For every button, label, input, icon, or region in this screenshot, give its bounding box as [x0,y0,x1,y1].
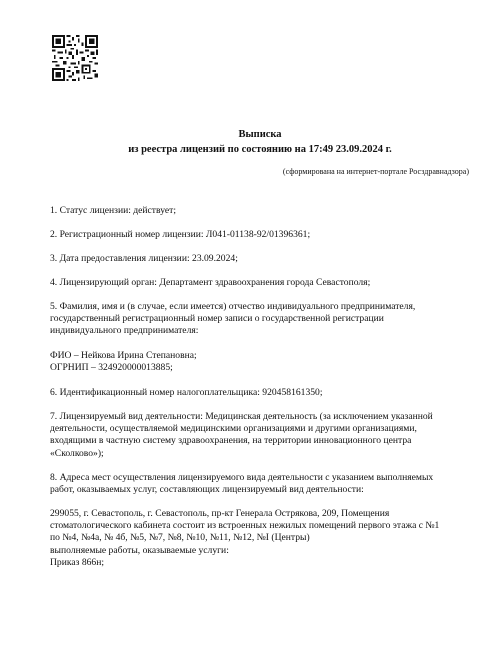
item-8-addresses [50,472,470,496]
item-7-line-4: «Сколково»); [50,447,104,459]
address-line-1: 299055, г. Севастополь, г. Севастополь, пр-кт Генерала Острякова, 209, Помещения [50,508,390,519]
item-7-line-1: 7. Лицензируемый вид деятельности: Медицинская деятельность (за исключением указанной [50,411,433,422]
address-line-2: стоматологического кабинета состоит из встроенных нежилых помещений первого этажа с №1 [50,520,440,532]
item-6-inn: 6. Идентификационный номер налогоплательщика: 920458161350; [50,387,323,398]
item-2-reg-number: 2. Регистрационный номер лицензии: Л041-01138-92/01396361; [50,229,311,240]
ogrnip: ОГРНИП – 324920000013885; [50,362,173,374]
item-5-line-2: государственный регистрационный номер записи о государственной регистрации [50,313,384,325]
qr-code-icon [52,35,98,81]
item-7-line-3: входящими в частную систему здравоохранения, на территории инновационного центра [50,435,412,447]
item-4-licensing-body: 4. Лицензирующий орган: Департамент здравоохранения города Севастополя; [50,277,371,288]
source-note: (сформирована на интернет-портале Росздравнадзора) [282,167,469,176]
item-8-line-1: 8. Адреса мест осуществления лицензируемого вида деятельности с указанием выполняемых [50,472,434,483]
address-block [50,508,470,569]
item-1-status: 1. Статус лицензии: действует; [50,205,176,216]
item-3-issue-date: 3. Дата предоставления лицензии: 23.09.2024; [50,253,238,264]
document-title: Выписка [238,129,282,140]
fio: ФИО – Нейкова Ирина Степановна; [50,350,197,361]
item-7-activity [50,411,470,460]
services-label: выполняемые работы, оказываемые услуги: [50,544,229,556]
item-7-line-2: деятельности, осуществляемой медицинскими организациями и другими организациями, [50,423,417,435]
item-5-line-1: 5. Фамилия, имя и (в случае, если имеется) отчество индивидуального предпринимателя, [50,301,416,312]
item-5-entrepreneur [50,301,470,338]
item-5-line-3: индивидуального предпринимателя: [50,325,199,337]
address-line-3: по №4, №4а, № 4б, №5, №7, №8, №10, №11, №12, №I (Центры) [50,532,310,544]
document-subtitle: из реестра лицензий по состоянию на 17:49 23.09.2024 г. [128,144,392,155]
order-reference: Приказ 866н; [50,556,105,568]
entrepreneur-details [50,350,470,374]
item-8-line-2: работ, оказываемых услуг, составляющих лицензируемый вид деятельности: [50,484,364,496]
